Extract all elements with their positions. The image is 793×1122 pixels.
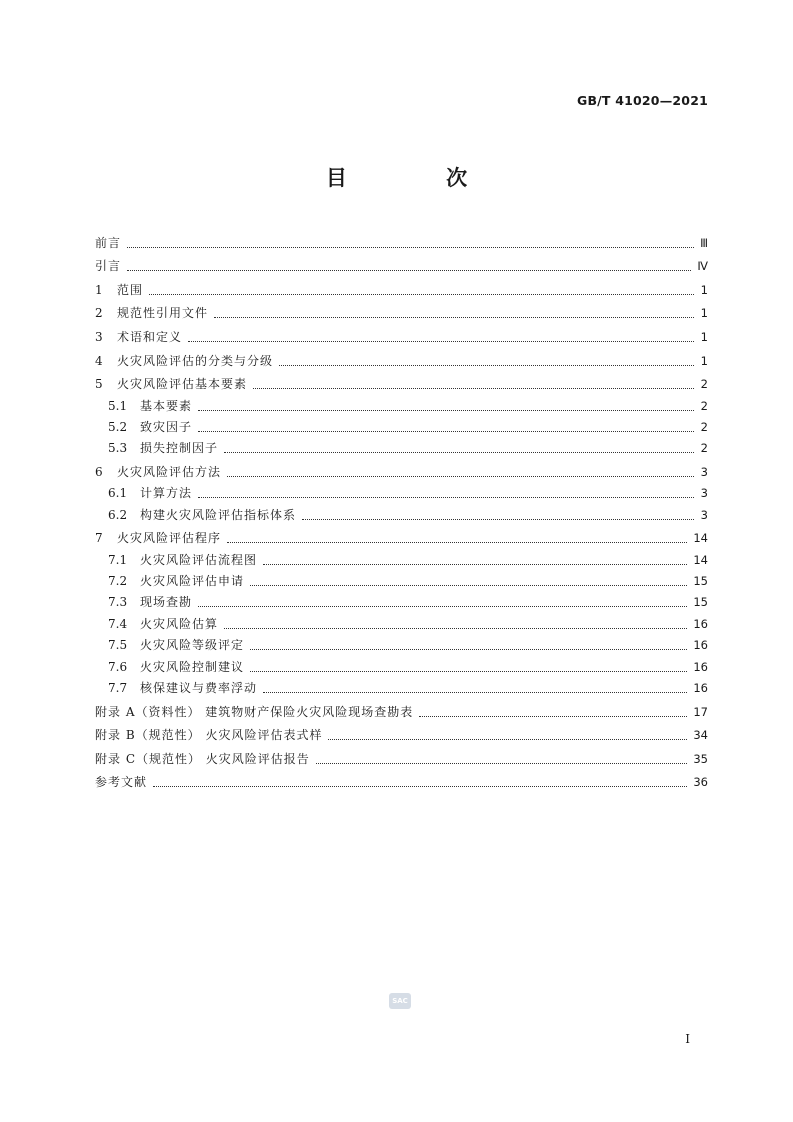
- toc-entry-page: 34: [693, 728, 708, 743]
- toc-leader-dots: [149, 294, 694, 295]
- toc-entry-page: Ⅲ: [700, 235, 708, 250]
- toc-entry[interactable]: [95, 274, 708, 298]
- toc-entry-label: 核保建议与费率浮动: [140, 681, 258, 696]
- toc-entry-label: 附录 A（资料性） 建筑物财产保险火灾风险现场查勘表: [95, 704, 414, 719]
- toc-leader-dots: [224, 452, 694, 453]
- toc-entry[interactable]: [95, 589, 708, 610]
- toc-entry[interactable]: [95, 345, 708, 369]
- toc-entry[interactable]: [95, 632, 708, 653]
- toc-entry-label: 火灾风险评估流程图: [140, 552, 258, 567]
- toc-entry-page: 3: [700, 464, 708, 479]
- toc-entry-label: 构建火灾风险评估指标体系: [140, 507, 297, 522]
- toc-entry-label: 致灾因子: [140, 419, 193, 434]
- toc-entry-number: 6.1: [108, 486, 128, 501]
- toc-entry-page: 16: [693, 616, 708, 631]
- toc-leader-dots: [263, 564, 687, 565]
- toc-entry-page: 3: [700, 507, 708, 522]
- toc-leader-dots: [263, 692, 687, 693]
- toc-entry[interactable]: [95, 546, 708, 567]
- toc-entry[interactable]: [95, 523, 708, 547]
- toc-entry[interactable]: [95, 720, 708, 744]
- toc-leader-dots: [224, 628, 687, 629]
- toc-entry-label: 术语和定义: [117, 329, 183, 344]
- toc-entry[interactable]: [95, 767, 708, 791]
- toc-entry-number: 1: [95, 282, 103, 297]
- page-number: I: [685, 1032, 690, 1046]
- toc-leader-dots: [227, 476, 694, 477]
- toc-leader-dots: [153, 786, 687, 787]
- toc-entry-label: 参考文献: [95, 775, 148, 790]
- table-of-contents: [95, 227, 708, 790]
- toc-title: 目 次: [325, 166, 514, 190]
- toc-leader-dots: [250, 649, 687, 650]
- toc-entry-number: 7.6: [108, 659, 128, 674]
- toc-entry-page: 1: [700, 353, 708, 368]
- toc-entry[interactable]: [95, 675, 708, 696]
- toc-entry-page: Ⅳ: [697, 259, 708, 274]
- toc-entry-number: 2: [95, 306, 103, 321]
- toc-leader-dots: [279, 365, 694, 366]
- toc-entry[interactable]: [95, 696, 708, 720]
- toc-entry-page: 17: [693, 704, 708, 719]
- toc-entry[interactable]: [95, 456, 708, 480]
- standard-number: GB/T 41020—2021: [576, 93, 708, 108]
- toc-entry-label: 损失控制因子: [140, 441, 219, 456]
- toc-entry[interactable]: [95, 321, 708, 345]
- toc-leader-dots: [127, 270, 691, 271]
- toc-entry-label: 现场查勘: [140, 595, 193, 610]
- toc-entry-number: 7.4: [108, 616, 128, 631]
- toc-entry-label: 前言: [95, 235, 122, 250]
- toc-entry-number: 7.3: [108, 595, 128, 610]
- toc-entry[interactable]: [95, 369, 708, 393]
- toc-entry-number: 3: [95, 329, 103, 344]
- toc-entry[interactable]: [95, 653, 708, 674]
- toc-entry-label: 火灾风险评估的分类与分级: [117, 353, 274, 368]
- toc-entry[interactable]: [95, 392, 708, 413]
- toc-entry-number: 6: [95, 464, 103, 479]
- toc-entry-page: 1: [700, 306, 708, 321]
- toc-entry[interactable]: [95, 435, 708, 456]
- toc-entry-page: 1: [700, 329, 708, 344]
- toc-leader-dots: [198, 606, 687, 607]
- toc-entry-label: 火灾风险评估基本要素: [117, 377, 248, 392]
- toc-entry[interactable]: [95, 227, 708, 251]
- toc-entry-page: 36: [693, 775, 708, 790]
- toc-entry[interactable]: [95, 501, 708, 522]
- toc-entry-page: 14: [693, 531, 708, 546]
- toc-entry-page: 16: [693, 659, 708, 674]
- toc-entry-page: 3: [700, 486, 708, 501]
- toc-leader-dots: [250, 585, 687, 586]
- toc-entry-page: 16: [693, 681, 708, 696]
- toc-entry-page: 15: [693, 595, 708, 610]
- toc-entry-number: 7.1: [108, 552, 128, 567]
- toc-entry-page: 35: [693, 751, 708, 766]
- toc-leader-dots: [302, 519, 694, 520]
- toc-entry-number: 5: [95, 377, 103, 392]
- toc-entry-page: 2: [700, 441, 708, 456]
- toc-entry[interactable]: [95, 298, 708, 322]
- toc-entry-page: 2: [700, 377, 708, 392]
- toc-entry-label: 火灾风险等级评定: [140, 638, 245, 653]
- toc-entry-label: 范围: [117, 282, 144, 297]
- toc-entry-label: 附录 B（规范性） 火灾风险评估表式样: [95, 728, 323, 743]
- toc-entry-number: 6.2: [108, 507, 128, 522]
- toc-entry[interactable]: [95, 480, 708, 501]
- toc-entry[interactable]: [95, 251, 708, 275]
- toc-entry-number: 7.7: [108, 681, 128, 696]
- toc-leader-dots: [419, 716, 687, 717]
- toc-leader-dots: [250, 671, 687, 672]
- toc-leader-dots: [198, 410, 694, 411]
- toc-entry-number: 7: [95, 531, 103, 546]
- toc-leader-dots: [316, 763, 688, 764]
- toc-entry-label: 规范性引用文件: [117, 306, 209, 321]
- toc-leader-dots: [188, 341, 694, 342]
- toc-entry[interactable]: [95, 568, 708, 589]
- publisher-watermark-logo: SAC: [389, 993, 411, 1009]
- toc-entry-page: 15: [693, 574, 708, 589]
- toc-leader-dots: [253, 388, 694, 389]
- toc-leader-dots: [198, 497, 694, 498]
- toc-entry-number: 7.5: [108, 638, 128, 653]
- toc-entry-page: 16: [693, 638, 708, 653]
- toc-entry-page: 2: [700, 398, 708, 413]
- toc-entry[interactable]: [95, 743, 708, 767]
- toc-entry-page: 14: [693, 552, 708, 567]
- toc-leader-dots: [227, 542, 687, 543]
- toc-leader-dots: [214, 317, 694, 318]
- toc-leader-dots: [198, 431, 694, 432]
- toc-entry-label: 计算方法: [140, 486, 193, 501]
- toc-entry[interactable]: [95, 414, 708, 435]
- toc-entry[interactable]: [95, 610, 708, 631]
- toc-entry-label: 火灾风险评估方法: [117, 464, 222, 479]
- toc-entry-number: 5.3: [108, 441, 128, 456]
- toc-entry-label: 附录 C（规范性） 火灾风险评估报告: [95, 751, 310, 766]
- toc-entry-label: 火灾风险评估程序: [117, 531, 222, 546]
- toc-entry-label: 引言: [95, 259, 122, 274]
- toc-entry-page: 2: [700, 419, 708, 434]
- toc-entry-label: 火灾风险控制建议: [140, 659, 245, 674]
- toc-leader-dots: [127, 247, 694, 248]
- toc-entry-label: 基本要素: [140, 398, 193, 413]
- toc-entry-label: 火灾风险估算: [140, 616, 219, 631]
- toc-entry-label: 火灾风险评估申请: [140, 574, 245, 589]
- toc-entry-number: 5.2: [108, 419, 128, 434]
- toc-entry-number: 7.2: [108, 574, 128, 589]
- toc-entry-page: 1: [700, 282, 708, 297]
- toc-entry-number: 4: [95, 353, 103, 368]
- toc-entry-number: 5.1: [108, 398, 128, 413]
- toc-leader-dots: [328, 739, 687, 740]
